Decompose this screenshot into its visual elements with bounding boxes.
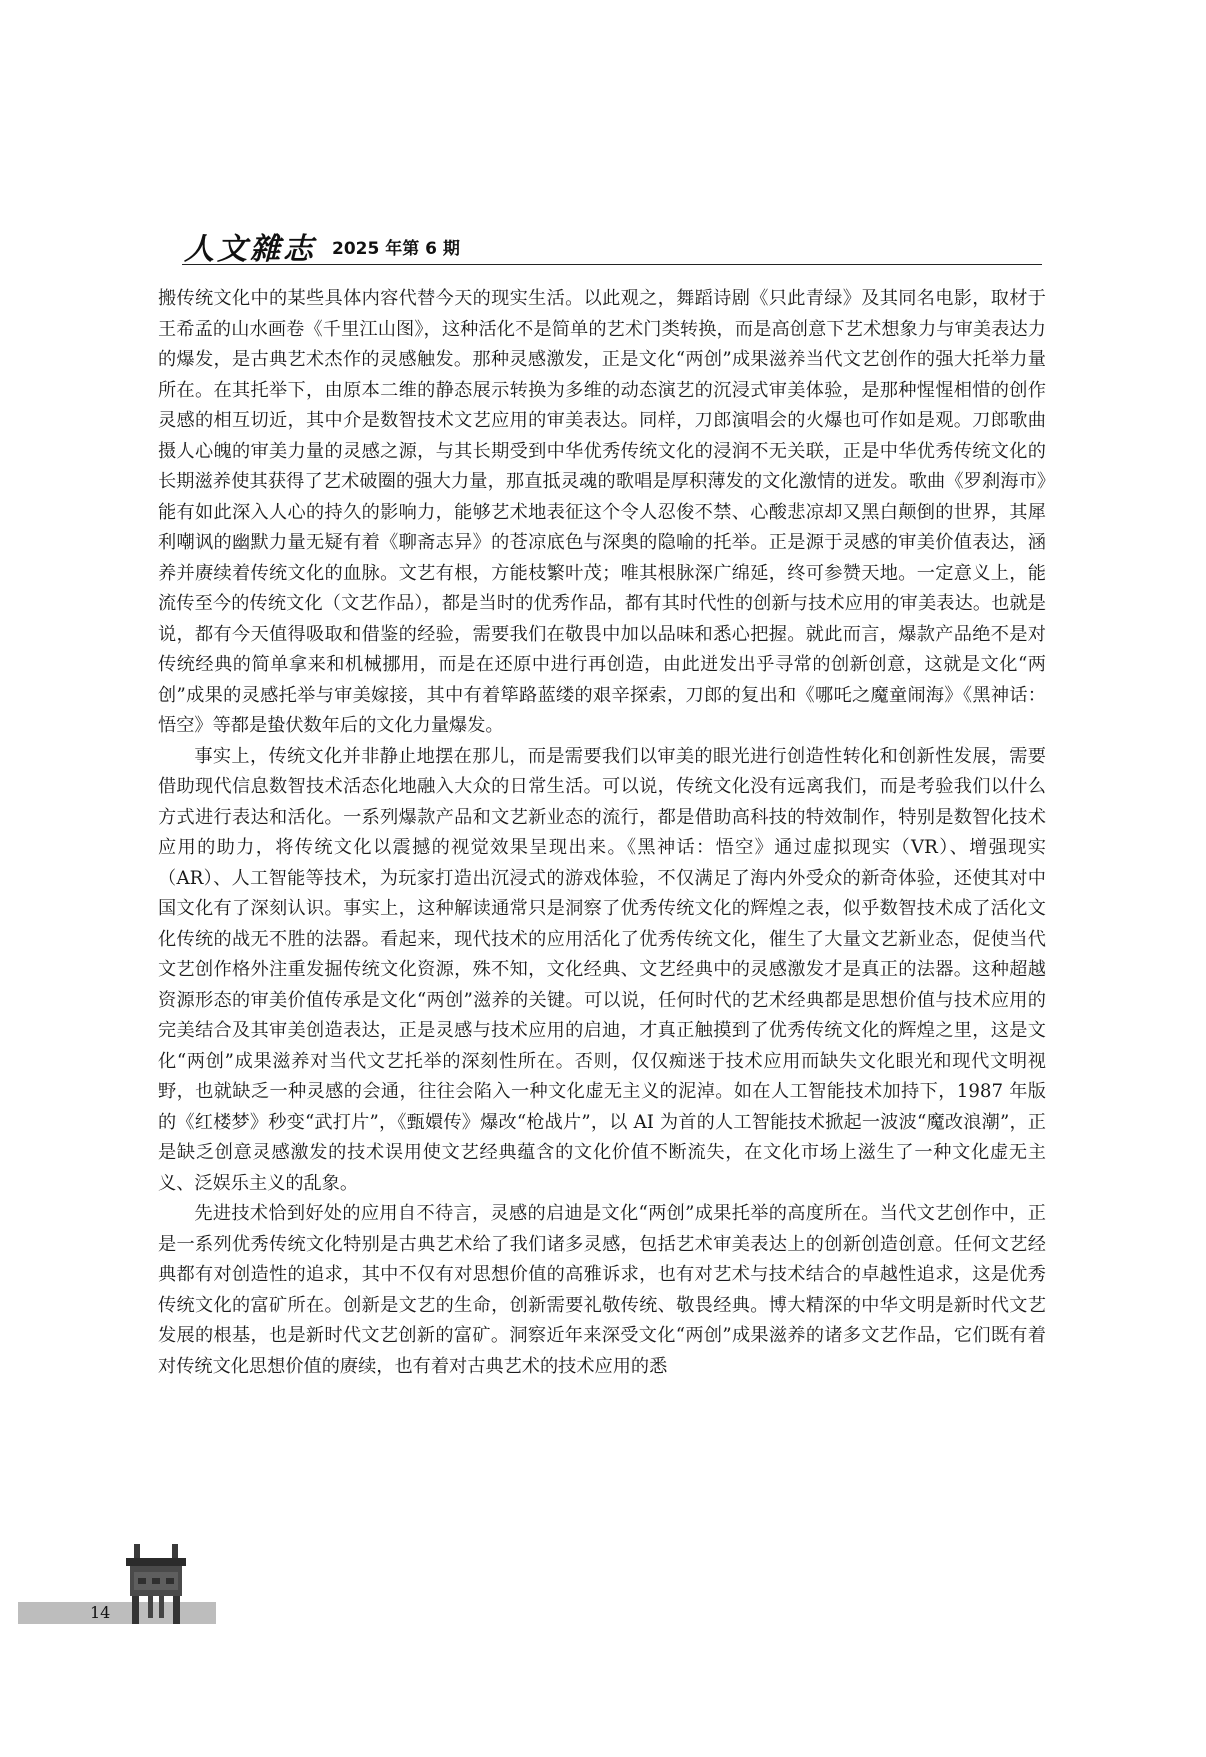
paragraph: 先进技术恰到好处的应用自不待言，灵感的启迪是文化“两创”成果托举的高度所在。当代文艺创作中，正是一系列优秀传统文化特别是古典艺术给了我们诸多灵感，包括艺术审美表达上的创新创造创意。任何文艺经典都有对创造性的追求，其中不仅有对思想价值的高雅诉求，也有对艺术与技术结合的卓越性追求，这是优秀传统文化的富矿所在。创新是文艺的生命，创新需要礼敬传统、敬畏经典。博大精深的中华文明是新时代文艺发展的根基，也是新时代文艺创新的富矿。洞察近年来深受文化“两创”成果滋养的诸多文艺作品，它们既有着对传统文化思想价值的赓续，也有着对古典艺术的技术应用的悉 bbox=[158, 1203, 1046, 1377]
paragraph: 事实上，传统文化并非静止地摆在那儿，而是需要我们以审美的眼光进行创造性转化和创新性发展，需要借助现代信息数智技术活态化地融入大众的日常生活。可以说，传统文化没有远离我们，而是考验我们以什么方式进行表达和活化。一系列爆款产品和文艺新业态的流行，都是借助高科技的特效制作，特别是数智化技术应用的助力，将传统文化以震撼的视觉效果呈现出来。《黑神话：悟空》通过虚拟现实（VR）、增强现实（AR）、人工智能等技术，为玩家打造出沉浸式的游戏体验，不仅满足了海内外受众的新奇体验，还使其对中国文化有了深刻认识。事实上，这种解读通常只是洞察了优秀传统文化的辉煌之表，似乎数智技术成了活化文化传统的战无不胜的法器。看起来，现代技术的应用活化了优秀传统文化，催生了大量文艺新业态，促使当代文艺创作格外注重发掘传统文化资源，殊不知，文化经典、文艺经典中的灵感激发才是真正的法器。这种超越资源形态的审美价值传承是文化“两创”滋养的关键。可以说，任何时代的艺术经典都是思想价值与技术应用的完美结合及其审美创造表达，正是灵感与技术应用的启迪，才真正触摸到了优秀传统文化的辉煌之里，这是文化“两创”成果滋养对当代文艺托举的深刻性所在。否则，仅仅痴迷于技术应用而缺失文化眼光和现代文明视野，也就缺乏一种灵感的会通，往往会陷入一种文化虚无主义的泥淖。如在人工智能技术加持下，1987 年版的《红楼梦》秒变“武打片”，《甄嬛传》爆改“枪战片”，以 AI 为首的人工智能技术掀起一波波“魔改浪潮”，正是缺乏创意灵感激发的技术误用使文艺经典蕴含的文化价值不断流失，在文化市场上滋生了一种文化虚无主义、泛娱乐主义的乱象。 bbox=[158, 745, 1046, 1194]
bronze-ding-icon bbox=[120, 1542, 192, 1626]
issue-label: 2025 年第 6 期 bbox=[332, 239, 460, 259]
paragraph: 搬传统文化中的某些具体内容代替今天的现实生活。以此观之，舞蹈诗剧《只此青绿》及其同名电影，取材于王希孟的山水画卷《千里江山图》，这种活化不是简单的艺术门类转换，而是高创意下艺术想象力与审美表达力的爆发，是古典艺术杰作的灵感触发。那种灵感激发，正是文化“两创”成果滋养当代文艺创作的强大托举力量所在。在其托举下，由原本二维的静态展示转换为多维的动态演艺的沉浸式审美体验，是那种惺惺相惜的创作灵感的相互切近，其中介是数智技术文艺应用的审美表达。同样，刀郎演唱会的火爆也可作如是观。刀郎歌曲摄人心魄的审美力量的灵感之源，与其长期受到中华优秀传统文化的浸润不无关联，正是中华优秀传统文化的长期滋养使其获得了艺术破圈的强大力量，那直抵灵魂的歌唱是厚积薄发的文化激情的迸发。歌曲《罗刹海市》能有如此深入人心的持久的影响力，能够艺术地表征这个令人忍俊不禁、心酸悲凉却又黑白颠倒的世界，其犀利嘲讽的幽默力量无疑有着《聊斋志异》的苍凉底色与深奥的隐喻的托举。正是源于灵感的审美价值表达，涵养并赓续着传统文化的血脉。文艺有根，方能枝繁叶茂；唯其根脉深广绵延，终可参赞天地。一定意义上，能流传至今的传统文化（文艺作品），都是当时的优秀作品，都有其时代性的创新与技术应用的审美表达。也就是说，都有今天值得吸取和借鉴的经验，需要我们在敬畏中加以品味和悉心把握。就此而言，爆款产品绝不是对传统经典的简单拿来和机械挪用，而是在还原中进行再创造，由此迸发出乎寻常的创新创意，这就是文化“两创”成果的灵感托举与审美嫁接，其中有着筚路蓝缕的艰辛探索，刀郎的复出和《哪吒之魔童闹海》《黑神话：悟空》等都是蛰伏数年后的文化力量爆发。 bbox=[158, 288, 1046, 736]
journal-logo: 人文雜志 bbox=[184, 232, 316, 267]
running-header bbox=[182, 222, 1042, 265]
page-number: 14 bbox=[90, 1603, 111, 1622]
article-body bbox=[158, 284, 1046, 1382]
